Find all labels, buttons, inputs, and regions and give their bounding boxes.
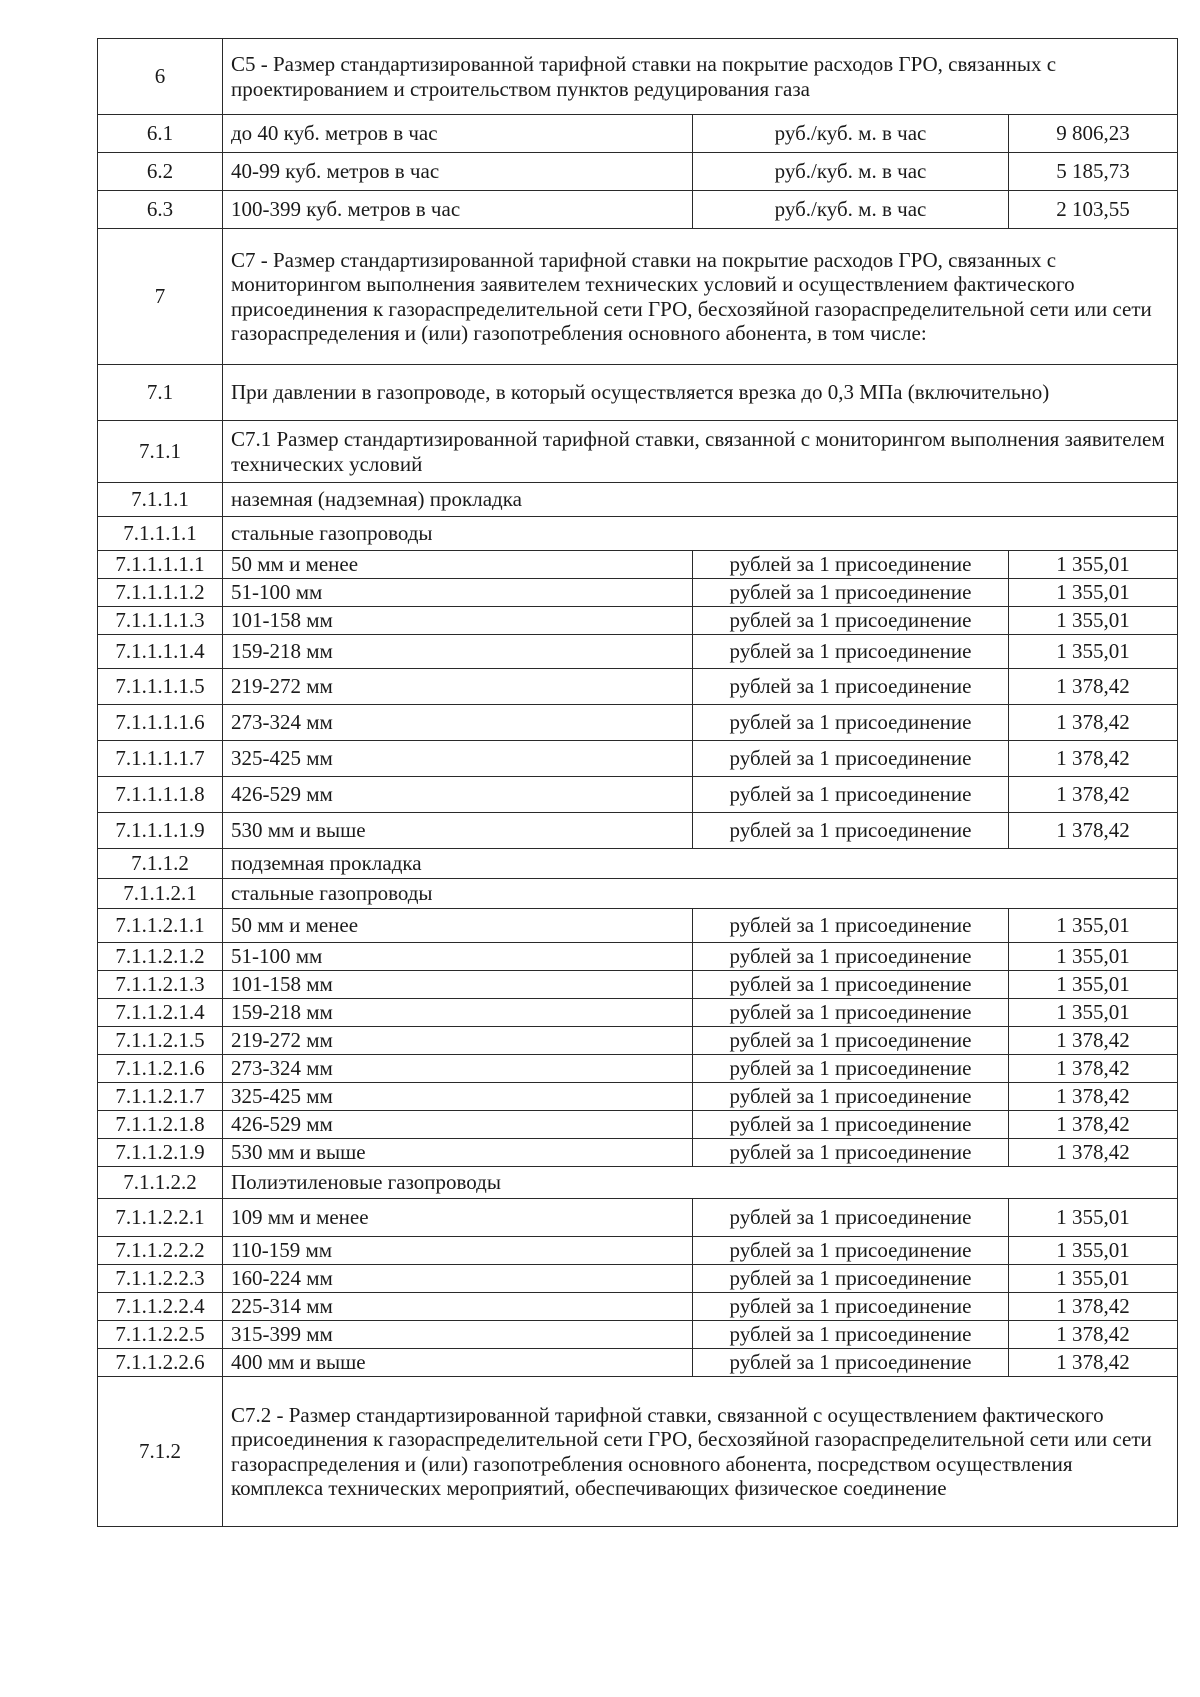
item-rate-value: 1 355,01 [1009, 1265, 1178, 1293]
section-row [98, 483, 1178, 517]
item-unit: рублей за 1 присоединение [693, 1055, 1009, 1083]
item-number: 7.1.1.2.2.3 [98, 1265, 223, 1293]
table-row [98, 607, 1178, 635]
table-row [98, 579, 1178, 607]
table-row [98, 1265, 1178, 1293]
item-number: 7.1.1.2.1 [98, 879, 223, 909]
item-number: 7.1.1.1.1 [98, 517, 223, 551]
item-number: 7.1.1.1 [98, 483, 223, 517]
item-rate-value: 1 355,01 [1009, 635, 1178, 669]
item-rate-value: 1 378,42 [1009, 1321, 1178, 1349]
tariff-table-body [98, 39, 1178, 1527]
item-number: 7.1.1.2.2.2 [98, 1237, 223, 1265]
item-number: 7.1.1.2.1.6 [98, 1055, 223, 1083]
section-row [98, 229, 1178, 365]
item-description: 426-529 мм [223, 1111, 693, 1139]
table-row [98, 115, 1178, 153]
item-number: 6 [98, 39, 223, 115]
item-rate-value: 1 378,42 [1009, 1293, 1178, 1321]
item-number: 6.2 [98, 153, 223, 191]
item-unit: рублей за 1 присоединение [693, 943, 1009, 971]
item-rate-value: 5 185,73 [1009, 153, 1178, 191]
item-rate-value: 1 355,01 [1009, 909, 1178, 943]
item-description: 110-159 мм [223, 1237, 693, 1265]
item-rate-value: 1 378,42 [1009, 1083, 1178, 1111]
section-row [98, 849, 1178, 879]
table-row [98, 999, 1178, 1027]
table-row [98, 551, 1178, 579]
item-unit: рублей за 1 присоединение [693, 741, 1009, 777]
item-number: 7.1.1.2.1.8 [98, 1111, 223, 1139]
item-unit: рублей за 1 присоединение [693, 607, 1009, 635]
section-row [98, 365, 1178, 421]
item-description: наземная (надземная) прокладка [223, 483, 1178, 517]
item-number: 7.1.1.1.1.7 [98, 741, 223, 777]
item-rate-value: 1 378,42 [1009, 1349, 1178, 1377]
item-description: 50 мм и менее [223, 909, 693, 943]
table-row [98, 1027, 1178, 1055]
table-row [98, 705, 1178, 741]
item-description: стальные газопроводы [223, 879, 1178, 909]
item-description: 109 мм и менее [223, 1199, 693, 1237]
item-description: 400 мм и выше [223, 1349, 693, 1377]
table-row [98, 669, 1178, 705]
item-number: 7.1.1.1.1.9 [98, 813, 223, 849]
table-row [98, 635, 1178, 669]
item-number: 7.1.2 [98, 1377, 223, 1527]
item-unit: рублей за 1 присоединение [693, 999, 1009, 1027]
item-number: 7.1.1.1.1.1 [98, 551, 223, 579]
item-number: 7 [98, 229, 223, 365]
item-unit: руб./куб. м. в час [693, 115, 1009, 153]
table-row [98, 813, 1178, 849]
item-description: 159-218 мм [223, 999, 693, 1027]
section-row [98, 1167, 1178, 1199]
item-rate-value: 1 378,42 [1009, 777, 1178, 813]
item-number: 7.1.1.2.2.5 [98, 1321, 223, 1349]
item-number: 7.1.1.1.1.5 [98, 669, 223, 705]
item-number: 7.1.1.2.2.6 [98, 1349, 223, 1377]
item-description: 101-158 мм [223, 971, 693, 999]
item-number: 7.1.1.1.1.4 [98, 635, 223, 669]
table-row [98, 1293, 1178, 1321]
item-description: 273-324 мм [223, 705, 693, 741]
item-description: стальные газопроводы [223, 517, 1178, 551]
item-description: 40-99 куб. метров в час [223, 153, 693, 191]
item-unit: руб./куб. м. в час [693, 153, 1009, 191]
item-unit: рублей за 1 присоединение [693, 1111, 1009, 1139]
item-unit: рублей за 1 присоединение [693, 1293, 1009, 1321]
item-rate-value: 1 355,01 [1009, 1237, 1178, 1265]
item-number: 7.1.1.2.1.2 [98, 943, 223, 971]
item-number: 7.1.1.2.1.5 [98, 1027, 223, 1055]
item-number: 7.1.1 [98, 421, 223, 483]
item-unit: рублей за 1 присоединение [693, 971, 1009, 999]
item-number: 7.1.1.2.2.1 [98, 1199, 223, 1237]
section-row [98, 517, 1178, 551]
item-unit: рублей за 1 присоединение [693, 705, 1009, 741]
section-row [98, 879, 1178, 909]
item-description: 219-272 мм [223, 669, 693, 705]
table-row [98, 1321, 1178, 1349]
item-rate-value: 1 355,01 [1009, 579, 1178, 607]
item-unit: рублей за 1 присоединение [693, 1139, 1009, 1167]
item-rate-value: 1 378,42 [1009, 741, 1178, 777]
item-description: С5 - Размер стандартизированной тарифной ставки на покрытие расходов ГРО, связанных с проектированием и строительством пунктов редуцирования газа [223, 39, 1178, 115]
item-rate-value: 9 806,23 [1009, 115, 1178, 153]
table-row [98, 909, 1178, 943]
item-description: подземная прокладка [223, 849, 1178, 879]
table-row [98, 741, 1178, 777]
item-rate-value: 1 378,42 [1009, 1027, 1178, 1055]
item-rate-value: 1 355,01 [1009, 971, 1178, 999]
item-number: 7.1.1.1.1.2 [98, 579, 223, 607]
item-description: 219-272 мм [223, 1027, 693, 1055]
item-rate-value: 1 355,01 [1009, 999, 1178, 1027]
item-description: 225-314 мм [223, 1293, 693, 1321]
item-number: 7.1.1.2.1.4 [98, 999, 223, 1027]
item-unit: рублей за 1 присоединение [693, 1349, 1009, 1377]
item-unit: рублей за 1 присоединение [693, 1027, 1009, 1055]
item-description: 159-218 мм [223, 635, 693, 669]
item-unit: рублей за 1 присоединение [693, 1199, 1009, 1237]
item-description: 426-529 мм [223, 777, 693, 813]
item-description: 101-158 мм [223, 607, 693, 635]
table-row [98, 1111, 1178, 1139]
item-rate-value: 1 378,42 [1009, 669, 1178, 705]
item-description: 325-425 мм [223, 1083, 693, 1111]
table-row [98, 971, 1178, 999]
table-row [98, 1237, 1178, 1265]
item-number: 7.1.1.2.1.3 [98, 971, 223, 999]
item-rate-value: 1 355,01 [1009, 1199, 1178, 1237]
item-unit: рублей за 1 присоединение [693, 579, 1009, 607]
item-number: 7.1.1.2.1.9 [98, 1139, 223, 1167]
item-rate-value: 1 355,01 [1009, 943, 1178, 971]
item-rate-value: 1 355,01 [1009, 607, 1178, 635]
item-number: 7.1.1.1.1.8 [98, 777, 223, 813]
item-rate-value: 1 378,42 [1009, 813, 1178, 849]
item-description: 51-100 мм [223, 943, 693, 971]
item-description: 50 мм и менее [223, 551, 693, 579]
item-rate-value: 1 378,42 [1009, 1055, 1178, 1083]
item-description: Полиэтиленовые газопроводы [223, 1167, 1178, 1199]
item-number: 7.1.1.2.2.4 [98, 1293, 223, 1321]
item-unit: рублей за 1 присоединение [693, 1265, 1009, 1293]
table-row [98, 943, 1178, 971]
item-description: 273-324 мм [223, 1055, 693, 1083]
item-rate-value: 1 378,42 [1009, 1111, 1178, 1139]
item-unit: рублей за 1 присоединение [693, 909, 1009, 943]
item-unit: рублей за 1 присоединение [693, 1083, 1009, 1111]
item-number: 6.1 [98, 115, 223, 153]
item-description: С7 - Размер стандартизированной тарифной ставки на покрытие расходов ГРО, связанных с мониторингом выполнения заявителем технических условий и осуществлением фактического присоединения к газораспределительной сети ГРО, бесхозяйной газораспределительной сети или сети газораспределения и (или) газопотребления основного абонента, в том числе: [223, 229, 1178, 365]
item-number: 7.1.1.2 [98, 849, 223, 879]
table-row [98, 153, 1178, 191]
item-description: 530 мм и выше [223, 1139, 693, 1167]
item-unit: рублей за 1 присоединение [693, 635, 1009, 669]
table-row [98, 1055, 1178, 1083]
item-rate-value: 1 378,42 [1009, 705, 1178, 741]
item-rate-value: 1 355,01 [1009, 551, 1178, 579]
table-row [98, 1199, 1178, 1237]
item-description: 315-399 мм [223, 1321, 693, 1349]
item-description: 100-399 куб. метров в час [223, 191, 693, 229]
item-number: 7.1.1.1.1.6 [98, 705, 223, 741]
item-description: С7.2 - Размер стандартизированной тарифной ставки, связанной с осуществлением фактического присоединения к газораспределительной сети ГРО, бесхозяйной газораспределительной сети или сети газораспределения и (или) газопотребления основного абонента, посредством осуществления комплекса технических мероприятий, обеспечивающих физическое соединение [223, 1377, 1178, 1527]
table-row [98, 1349, 1178, 1377]
item-number: 7.1.1.1.1.3 [98, 607, 223, 635]
item-unit: рублей за 1 присоединение [693, 1237, 1009, 1265]
item-description: 530 мм и выше [223, 813, 693, 849]
section-row [98, 39, 1178, 115]
item-unit: рублей за 1 присоединение [693, 669, 1009, 705]
item-number: 6.3 [98, 191, 223, 229]
item-description: 160-224 мм [223, 1265, 693, 1293]
tariff-table [97, 38, 1178, 1527]
item-rate-value: 2 103,55 [1009, 191, 1178, 229]
item-description: 51-100 мм [223, 579, 693, 607]
item-unit: руб./куб. м. в час [693, 191, 1009, 229]
item-unit: рублей за 1 присоединение [693, 1321, 1009, 1349]
table-row [98, 191, 1178, 229]
section-row [98, 421, 1178, 483]
item-rate-value: 1 378,42 [1009, 1139, 1178, 1167]
table-row [98, 1083, 1178, 1111]
item-unit: рублей за 1 присоединение [693, 777, 1009, 813]
item-number: 7.1.1.2.1.7 [98, 1083, 223, 1111]
section-row [98, 1377, 1178, 1527]
item-number: 7.1 [98, 365, 223, 421]
item-description: 325-425 мм [223, 741, 693, 777]
item-description: С7.1 Размер стандартизированной тарифной ставки, связанной с мониторингом выполнения заявителем технических условий [223, 421, 1178, 483]
table-row [98, 1139, 1178, 1167]
table-row [98, 777, 1178, 813]
item-number: 7.1.1.2.2 [98, 1167, 223, 1199]
item-number: 7.1.1.2.1.1 [98, 909, 223, 943]
item-description: до 40 куб. метров в час [223, 115, 693, 153]
item-unit: рублей за 1 присоединение [693, 813, 1009, 849]
item-description: При давлении в газопроводе, в который осуществляется врезка до 0,3 МПа (включительно) [223, 365, 1178, 421]
item-unit: рублей за 1 присоединение [693, 551, 1009, 579]
